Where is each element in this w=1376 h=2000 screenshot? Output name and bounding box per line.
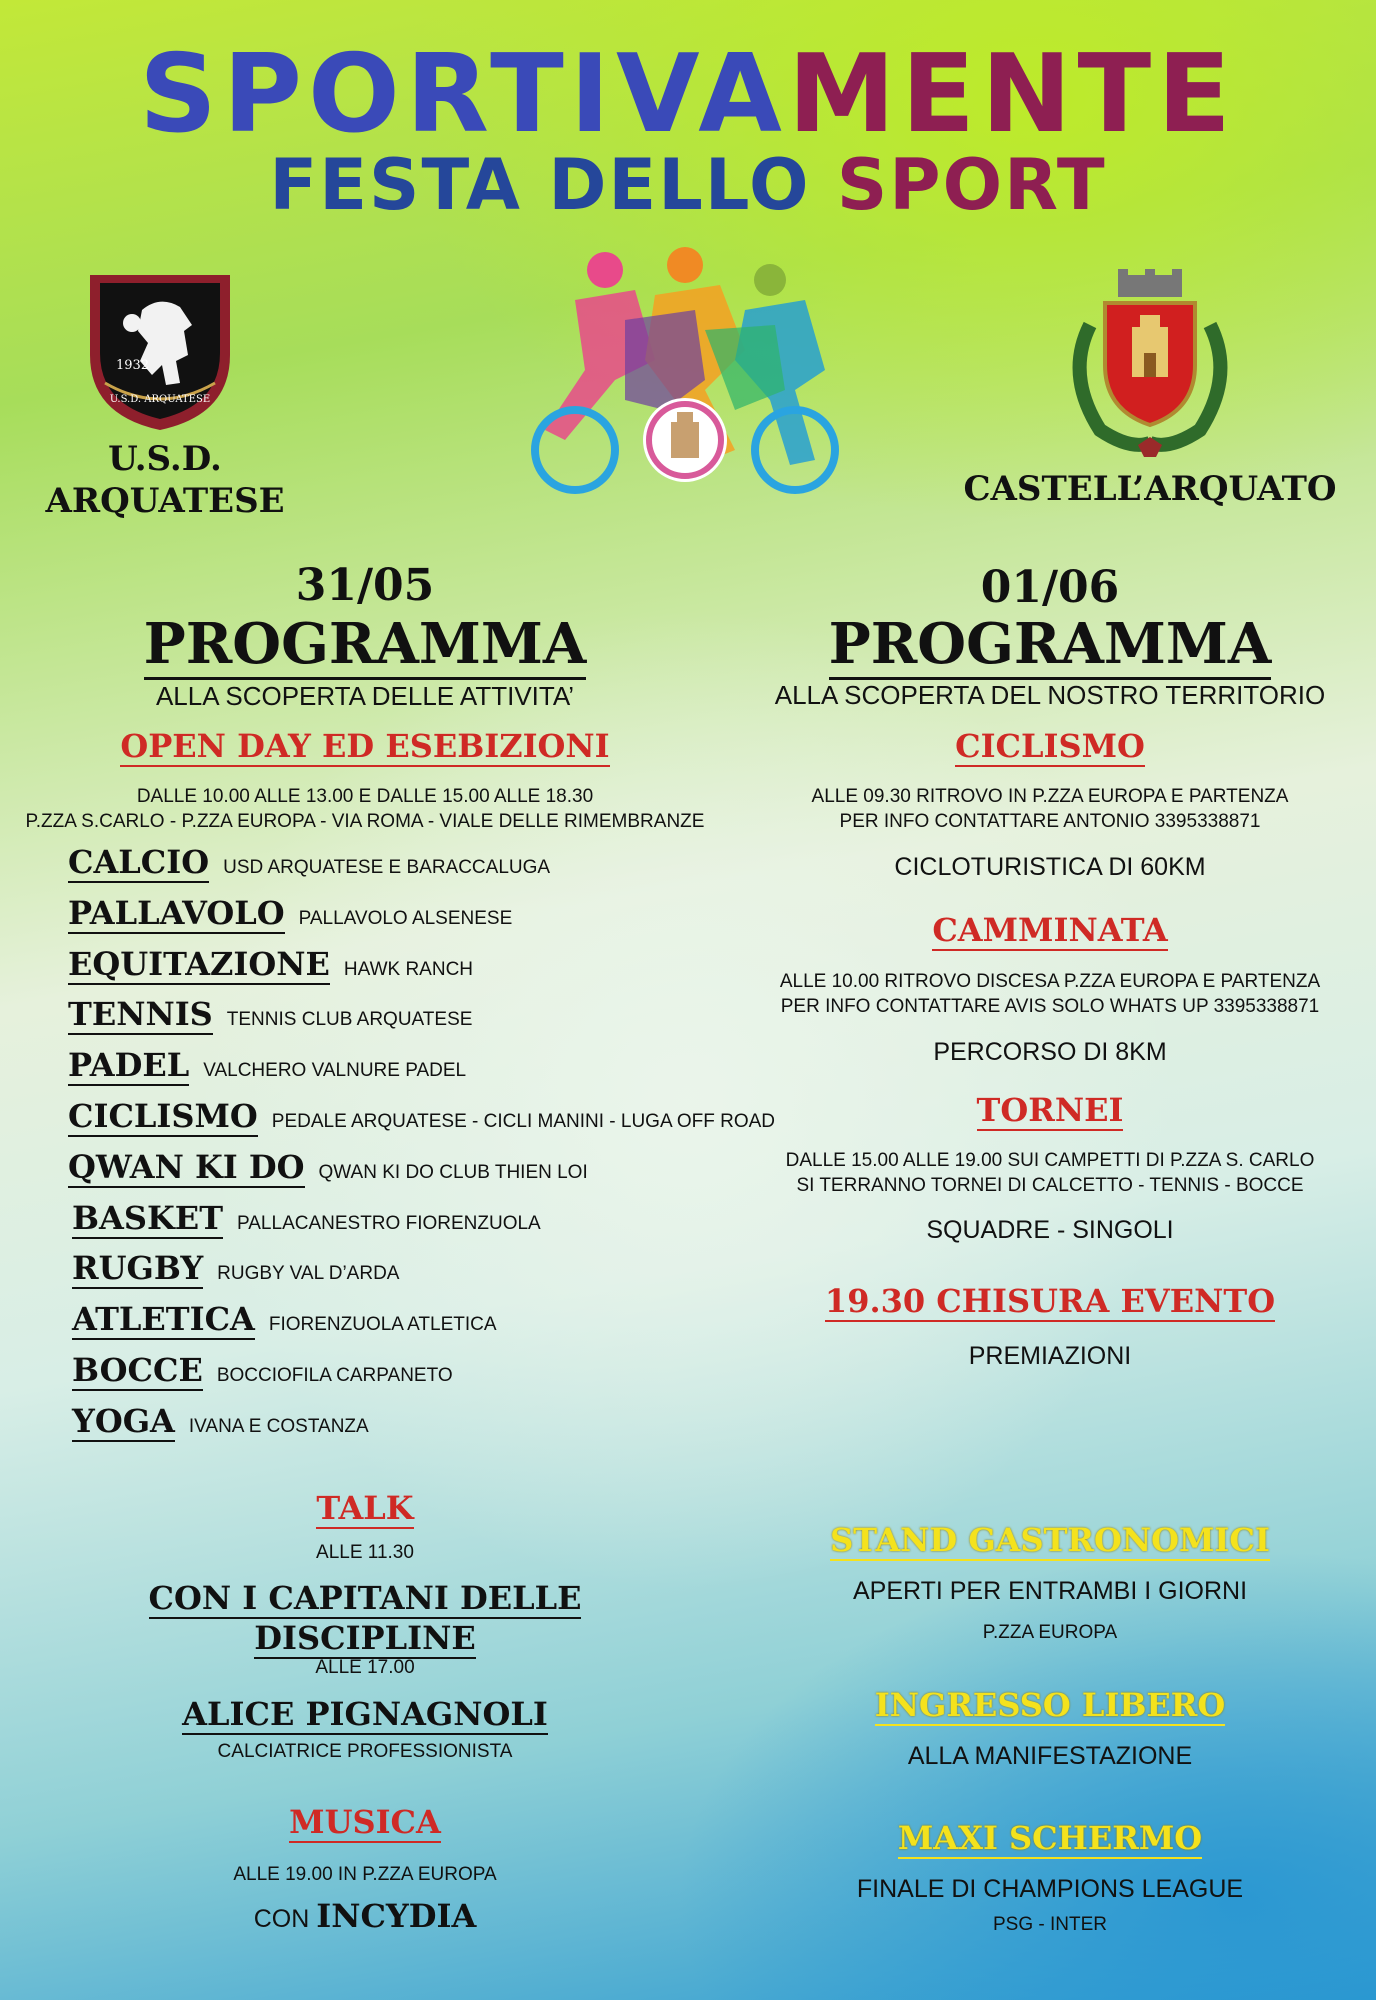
free-entry-line: ALLA MANIFESTAZIONE: [907, 1742, 1193, 1770]
walk-heading: CAMMINATA: [932, 911, 1168, 949]
sport-row: [68, 945, 473, 989]
talk-heading: TALK: [316, 1489, 414, 1527]
sport-name: CALCIO: [68, 843, 210, 881]
open-day-places: P.ZZA S.CARLO - P.ZZA EUROPA - VIA ROMA - VIALE DELLE RIMEMBRANZE: [25, 811, 705, 832]
event-subtitle-part1: FESTA DELLO: [269, 144, 811, 226]
maxi-screen-heading: MAXI SCHERMO: [897, 1819, 1203, 1857]
sport-row: [72, 1351, 453, 1395]
sport-name: PADEL: [68, 1046, 190, 1085]
music-artist-line: CON INCYDIA: [253, 1897, 477, 1935]
day1-programma-heading: PROGRAMMA: [115, 612, 615, 676]
sport-club: PALLAVOLO ALSENESE: [298, 907, 513, 929]
sport-club: HAWK RANCH: [343, 958, 474, 980]
tournaments-detail: SQUADRE - SINGOLI: [926, 1216, 1174, 1244]
sport-row: [68, 995, 472, 1039]
right-org-name: CASTELL’ARQUATO: [963, 469, 1337, 509]
sport-name: EQUITAZIONE: [68, 944, 330, 983]
open-day-heading: OPEN DAY ED ESEBIZIONI: [120, 727, 610, 765]
day2-tagline: ALLA SCOPERTA DEL NOSTRO TERRITORIO: [774, 680, 1326, 710]
cycling-line-2: PER INFO CONTATTARE ANTONIO 3395338871: [839, 811, 1261, 832]
sport-row: [68, 1148, 588, 1192]
sport-name: TENNIS: [68, 995, 213, 1034]
day1-date: 31/05: [295, 560, 435, 611]
food-stands-line-2: P.ZZA EUROPA: [982, 1622, 1118, 1643]
day1-tagline: ALLA SCOPERTA DELLE ATTIVITA’: [155, 681, 575, 711]
tournaments-line-1: DALLE 15.00 ALLE 19.00 SUI CAMPETTI DI P.ZZA S. CARLO: [785, 1150, 1315, 1171]
talk-guest-role: CALCIATRICE PROFESSIONISTA: [217, 1741, 513, 1762]
walk-line-1: ALLE 10.00 RITROVO DISCESA P.ZZA EUROPA E PARTENZA: [779, 971, 1321, 992]
day2-date: 01/06: [980, 562, 1120, 613]
usd-arquatese-crest: [80, 265, 240, 435]
sport-club: QWAN KI DO CLUB THIEN LOI: [318, 1161, 588, 1183]
music-time: ALLE 19.00 IN P.ZZA EUROPA: [233, 1864, 497, 1885]
event-title-part1: SPORTIVA: [139, 32, 788, 157]
closing-heading: 19.30 CHISURA EVENTO: [824, 1282, 1276, 1320]
sport-name: BOCCE: [72, 1351, 203, 1389]
sport-row: [68, 1046, 466, 1090]
sport-row: [68, 1097, 775, 1141]
sport-club: PEDALE ARQUATESE - CICLI MANINI - LUGA OFF ROAD: [271, 1111, 776, 1132]
sport-club: TENNIS CLUB ARQUATESE: [226, 1009, 473, 1031]
closing-detail: PREMIAZIONI: [968, 1342, 1132, 1370]
sport-name: YOGA: [72, 1401, 175, 1440]
castellarquato-coat-of-arms: [1060, 265, 1240, 460]
walk-detail: PERCORSO DI 8KM: [933, 1038, 1167, 1066]
day2-programma-heading: PROGRAMMA: [800, 612, 1300, 676]
left-org-name: U.S.D. ARQUATESE: [45, 439, 285, 521]
sport-name: CICLISMO: [68, 1097, 258, 1135]
music-artist: INCYDIA: [316, 1897, 477, 1935]
svg-text:1932: 1932: [116, 358, 150, 373]
sport-name: ATLETICA: [72, 1300, 255, 1339]
sport-name: QWAN KI DO: [68, 1147, 305, 1186]
sport-row: [72, 1402, 369, 1446]
tournaments-line-2: SI TERRANNO TORNEI DI CALCETTO - TENNIS - BOCCE: [796, 1175, 1304, 1196]
event-subtitle-part2: SPORT: [836, 144, 1107, 226]
sport-club: IVANA E COSTANZA: [188, 1415, 369, 1437]
food-stands-line-1: APERTI PER ENTRAMBI I GIORNI: [852, 1577, 1248, 1605]
event-subtitle: [0, 140, 1376, 230]
sport-club: PALLACANESTRO FIORENZUOLA: [237, 1212, 541, 1234]
talk-guest-name: ALICE PIGNAGNOLI: [182, 1695, 548, 1733]
maxi-screen-line-1: FINALE DI CHAMPIONS LEAGUE: [856, 1875, 1244, 1903]
sport-name: PALLAVOLO: [68, 893, 285, 932]
sport-club: FIORENZUOLA ATLETICA: [268, 1314, 497, 1336]
free-entry-heading: INGRESSO LIBERO: [874, 1686, 1226, 1724]
sport-row: [68, 894, 512, 938]
sport-row: [72, 1249, 399, 1293]
music-heading: MUSICA: [289, 1803, 441, 1841]
food-stands-heading: STAND GASTRONOMICI: [830, 1521, 1270, 1559]
talk-subject: CON I CAPITANI DELLE DISCIPLINE: [148, 1579, 582, 1657]
cycling-heading: CICLISMO: [955, 727, 1145, 765]
sport-club: USD ARQUATESE E BARACCALUGA: [223, 857, 551, 878]
sport-club: BOCCIOFILA CARPANETO: [216, 1365, 453, 1386]
sport-row: [72, 1300, 497, 1344]
tournaments-heading: TORNEI: [976, 1091, 1124, 1129]
sport-name: RUGBY: [72, 1249, 204, 1288]
sport-row: [68, 843, 550, 887]
maxi-screen-line-2: PSG - INTER: [992, 1914, 1107, 1935]
walk-line-2: PER INFO CONTATTARE AVIS SOLO WHATS UP 3395338871: [780, 996, 1320, 1017]
sports-silhouettes-graphic: [505, 240, 865, 510]
svg-text:U.S.D. ARQUATESE: U.S.D. ARQUATESE: [109, 394, 211, 405]
sport-club: VALCHERO VALNURE PADEL: [203, 1060, 467, 1082]
open-day-time: DALLE 10.00 ALLE 13.00 E DALLE 15.00 ALLE 18.30: [136, 786, 594, 807]
sport-club: RUGBY VAL D’ARDA: [217, 1263, 400, 1285]
cycling-line-1: ALLE 09.30 RITROVO IN P.ZZA EUROPA E PARTENZA: [811, 786, 1289, 807]
talk-time-2: ALLE 17.00: [315, 1657, 415, 1678]
sport-row: [72, 1199, 541, 1243]
talk-time-1: ALLE 11.30: [316, 1542, 414, 1563]
cycling-detail: CICLOTURISTICA DI 60KM: [894, 853, 1206, 881]
sport-name: BASKET: [72, 1198, 223, 1237]
event-title-part2: MENTE: [787, 32, 1237, 157]
